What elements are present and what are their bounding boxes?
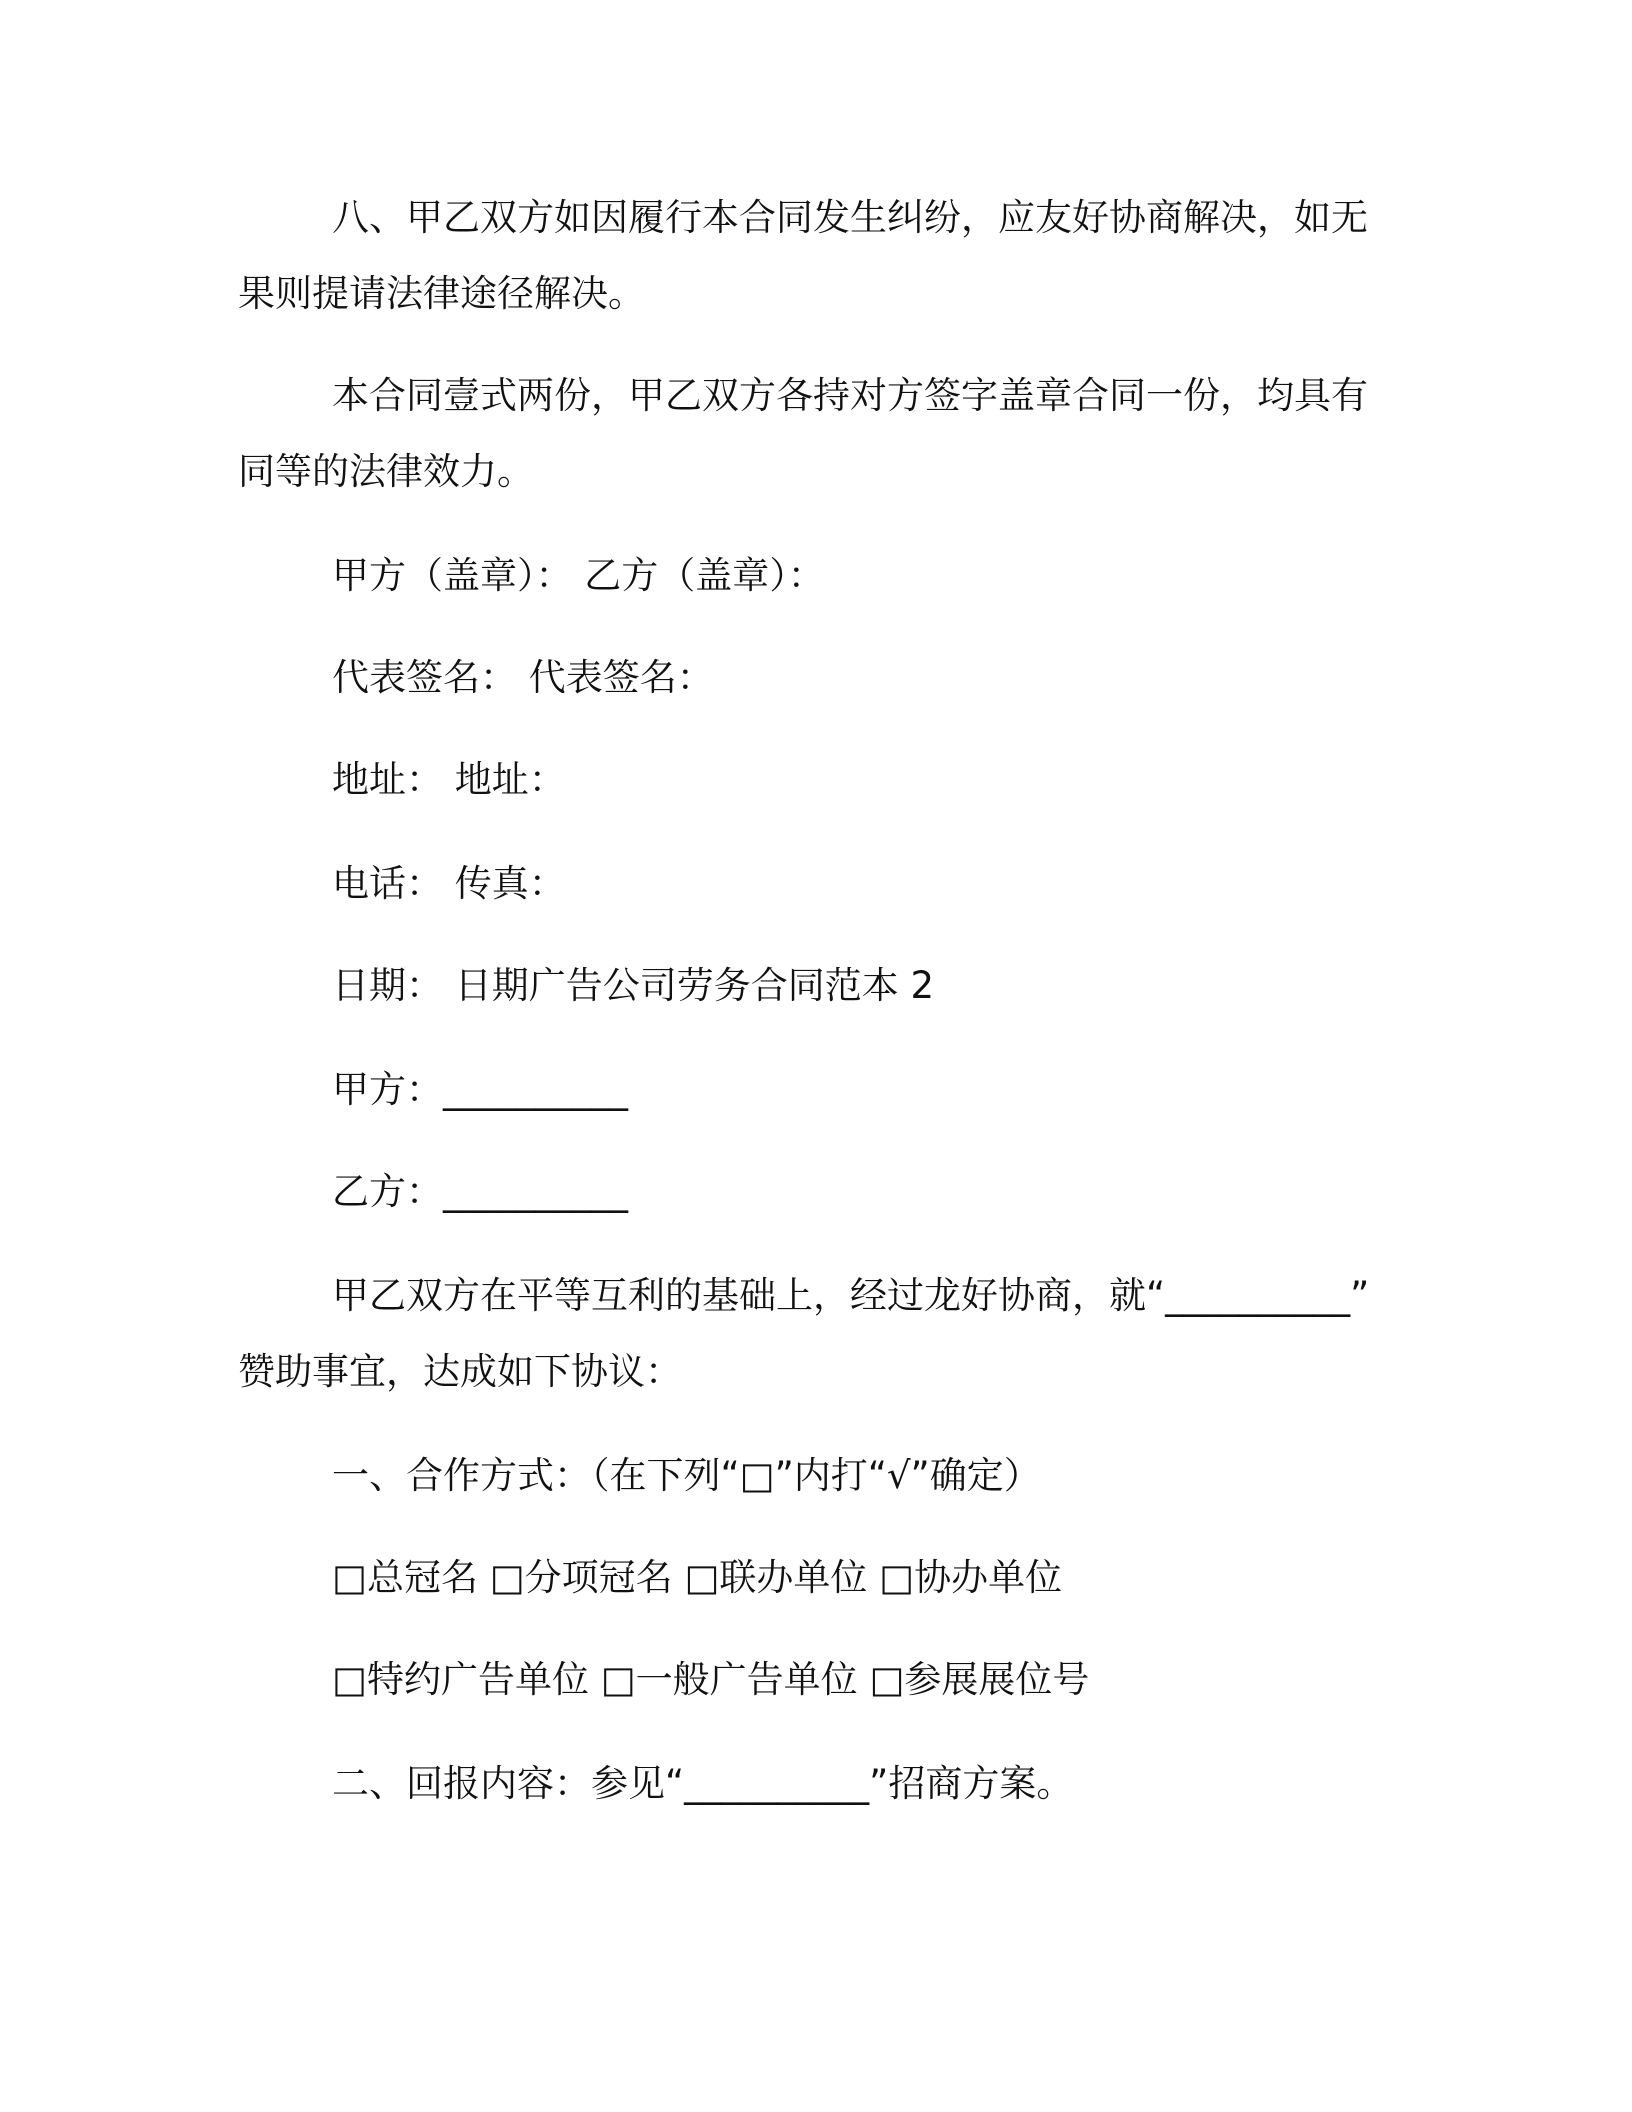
representative-signature-line: 代表签名： 代表签名： xyxy=(332,656,714,699)
seal-line: 甲方（盖章）： 乙方（盖章）： xyxy=(332,554,825,597)
party-a-line: 甲方：__________ xyxy=(332,1068,628,1111)
copies-clause-line-1: 本合同壹式两份，甲乙双方各持对方签字盖章合同一份，均具有 xyxy=(332,374,1368,417)
cooperation-heading: 一、合作方式：（在下列“□”内打“√”确定） xyxy=(332,1454,1041,1497)
cooperation-options-row-1: □总冠名 □分项冠名 □联办单位 □协办单位 xyxy=(332,1556,1063,1599)
agreement-line-2: 赞助事宜，达成如下协议： xyxy=(238,1350,682,1393)
agreement-line-1: 甲乙双方在平等互利的基础上，经过龙好协商，就“__________” xyxy=(332,1274,1370,1317)
party-b-line: 乙方：__________ xyxy=(332,1170,628,1213)
date-line: 日期： 日期广告公司劳务合同范本 2 xyxy=(332,964,935,1007)
copies-clause-line-2: 同等的法律效力。 xyxy=(238,450,534,493)
paragraph-8-line-1: 八、甲乙双方如因履行本合同发生纠纷，应友好协商解决，如无 xyxy=(332,196,1368,239)
phone-fax-line: 电话： 传真： xyxy=(332,862,566,905)
address-line: 地址： 地址： xyxy=(332,758,566,801)
paragraph-8-line-2: 果则提请法律途径解决。 xyxy=(238,272,645,315)
returns-line: 二、回报内容：参见“__________”招商方案。 xyxy=(332,1762,1074,1805)
cooperation-options-row-2: □特约广告单位 □一般广告单位 □参展展位号 xyxy=(332,1658,1090,1701)
